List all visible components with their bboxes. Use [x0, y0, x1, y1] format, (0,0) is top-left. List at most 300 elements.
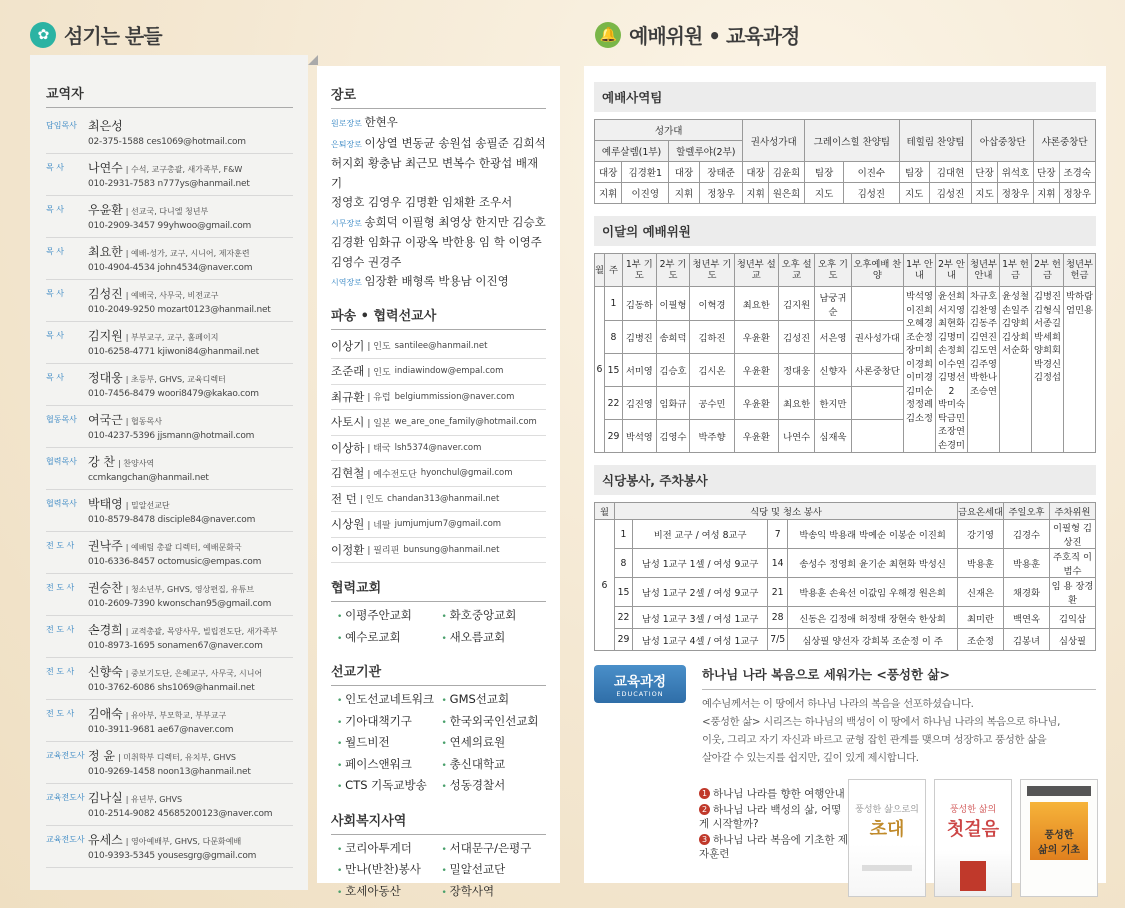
- roles-cell: 단장: [1034, 162, 1059, 183]
- elder-line: [331, 233, 546, 253]
- monthly-name: 박세희: [1034, 331, 1061, 343]
- minister-role: 목 사: [46, 289, 64, 298]
- monthly-name: 박경신: [1034, 358, 1061, 370]
- service-parking: 임 용 장경환: [1050, 578, 1096, 607]
- monthly-name: 손일주: [1002, 304, 1029, 316]
- service-team: 남성 1교구 4셀 / 여성 1교구: [633, 629, 768, 651]
- monthly-cell: 김영수: [656, 420, 690, 453]
- minister-contact: 02-375-1588 ces1069@hotmail.com: [88, 137, 246, 147]
- welfare-item: • 밀알선교단: [442, 860, 547, 882]
- service-row: [595, 607, 1096, 629]
- monthly-header: 오후 기도: [815, 254, 851, 287]
- monthly-table: [594, 253, 1096, 453]
- monthly-cell: 송희덕: [656, 321, 690, 354]
- minister-contact: 010-2609-7390 kwonschan95@gmail.com: [88, 599, 272, 609]
- monthly-name: 김명선2: [938, 372, 965, 397]
- monthly-name: 김형식: [1034, 304, 1061, 316]
- welfare-list: [331, 839, 546, 904]
- ministers-list: [46, 112, 293, 868]
- elder-line: [331, 253, 546, 273]
- minister-name: 권낙주 | 예배팀 총괄 디렉터, 예배문화국: [88, 539, 242, 553]
- monthly-name: 김병진: [1034, 291, 1061, 302]
- minister-role: 전 도 사: [46, 541, 75, 550]
- minister-name: 최은성: [88, 119, 123, 133]
- agency-item: • GMS선교회: [442, 690, 547, 712]
- minister-item: [46, 154, 293, 196]
- minister-name: 권승찬 | 청소년부, GHVS, 영상편집, 유튜브: [88, 581, 255, 595]
- elder-role: 은퇴장로: [331, 139, 365, 149]
- elder-line: [331, 134, 546, 155]
- monthly-cell: [851, 287, 903, 321]
- missionary-item: [331, 487, 546, 513]
- worship-roles-table: [594, 119, 1096, 204]
- missionary-country: | 태국: [367, 444, 391, 455]
- course-step: 3 하나님 나라 복음에 기초한 제자훈련: [699, 834, 849, 860]
- minister-name: 손경희 | 교적총괄, 목양사무, 빌립전도단, 새가족부: [88, 623, 278, 637]
- minister-duty: | 찬양사역: [118, 459, 155, 468]
- roles-cell: 이진영: [622, 183, 669, 204]
- churches-list: [331, 606, 546, 649]
- course-step: 1 하나님 나라를 향한 여행안내: [699, 787, 849, 801]
- week-cell: 22: [604, 387, 622, 420]
- roles-cell: 지휘: [669, 183, 700, 204]
- welfare-item: • 장학사역: [442, 882, 547, 904]
- monthly-cell: 사론중창단: [851, 354, 903, 387]
- minister-item: [46, 616, 293, 658]
- minister-role: 협동목사: [46, 415, 77, 424]
- minister-role: 담임목사: [46, 121, 77, 130]
- monthly-name: 조장연: [938, 426, 965, 437]
- service-parking: 주호직 이범수: [1050, 549, 1096, 578]
- service-friday: 조순정: [958, 629, 1004, 651]
- choir-sub-header: 예루살렘(1부): [595, 141, 669, 162]
- service-team: 송성수 정영희 윤기순 최현화 박성신: [788, 549, 958, 578]
- missionary-name: 시상원: [331, 517, 365, 532]
- education-description: 예수님께서는 이 땅에서 하나님 나라의 복음을 선포하셨습니다. <풍성한 삶> 시리즈는 하나님의 백성이 이 땅에서 하나님 나라의 복음으로 하나님, 이웃, 그리고 자기 자신과 바르고 균형 잡힌 관계를 맺으며 성장하고 풍성한 삶을 살아갈 수 있는지를 쉽지만, 깊이 있게 제시합니다.: [702, 698, 1061, 764]
- service-date: 1: [615, 520, 633, 549]
- minister-item: [46, 700, 293, 742]
- service-team: 남성 1교구 3셀 / 여성 1교구: [633, 607, 768, 629]
- roles-cell: 지도: [972, 183, 997, 204]
- minister-item: [46, 112, 293, 154]
- month-cell: 6: [595, 287, 605, 453]
- monthly-name: 김찬영: [970, 304, 997, 316]
- minister-name: 김애숙 | 유아부, 부모학교, 부부교구: [88, 707, 227, 721]
- monthly-cell: 우윤환: [734, 354, 778, 387]
- minister-role: 협력목사: [46, 457, 77, 466]
- minister-item: [46, 280, 293, 322]
- service-friday: 강기영: [958, 520, 1004, 549]
- missionary-email: bunsung@hanmail.net: [403, 544, 500, 555]
- service-header: 식당 및 청소 봉사: [615, 503, 958, 520]
- minister-duty: | 예배-성가, 교구, 시니어, 제자훈련: [125, 249, 250, 258]
- monthly-name: 김주영: [970, 358, 997, 370]
- minister-role: 전 도 사: [46, 583, 75, 592]
- monthly-cell: 이혁경: [690, 287, 734, 321]
- minister-role: 전 도 사: [46, 709, 75, 718]
- monthly-name: 김상희: [1002, 331, 1029, 343]
- minister-item: [46, 238, 293, 280]
- minister-duty: | 청소년부, GHVS, 영상편집, 유튜브: [125, 585, 255, 594]
- elder-line: [331, 154, 546, 193]
- monthly-cell: 나연수: [778, 420, 814, 453]
- elder-names: 김경환 임화규 이광옥 박한용 임 학 이영주: [331, 235, 542, 249]
- minister-duty: | 유년부, GHVS: [125, 795, 183, 804]
- minister-role: 목 사: [46, 373, 64, 382]
- missionary-name: 이상하: [331, 440, 365, 455]
- roles-cell: 팀장: [805, 162, 844, 183]
- monthly-name: 김연진: [970, 331, 997, 343]
- service-date: 7: [768, 520, 788, 549]
- service-friday: 최미란: [958, 607, 1004, 629]
- service-date: 22: [615, 607, 633, 629]
- minister-contact: 010-8579-8478 disciple84@naver.com: [88, 515, 256, 525]
- minister-role: 전 도 사: [46, 625, 75, 634]
- missionaries-heading: 파송 • 협력선교사: [331, 305, 546, 330]
- agency-item: • 한국외국인선교회: [442, 712, 547, 734]
- service-date: 14: [768, 549, 788, 578]
- monthly-cell: 한지만: [815, 387, 851, 420]
- roles-cell: 지휘: [743, 183, 768, 204]
- welfare-item: • 만나(반찬)봉사: [337, 860, 442, 882]
- minister-contact: ccmkangchan@hanmail.net: [88, 473, 209, 483]
- monthly-header: 청년부 설교: [734, 254, 778, 287]
- service-date: 29: [615, 629, 633, 651]
- monthly-name: 김소정: [906, 412, 933, 424]
- monthly-cell: 김동하: [622, 287, 656, 321]
- monthly-header: 1부 기도: [622, 254, 656, 287]
- education-badge: 교육과정 EDUCATION: [594, 665, 686, 703]
- service-team: 비전 교구 / 여성 8교구: [633, 520, 768, 549]
- minister-name: 강 찬 | 찬양사역: [88, 455, 155, 469]
- monthly-cell: 김진영: [622, 387, 656, 420]
- monthly-name: 김도연: [970, 345, 997, 356]
- missionary-country: | 일본: [367, 418, 391, 429]
- minister-name: 유세스 | 영아예배부, GHVS, 다문화예배: [88, 833, 242, 847]
- elders-list: [331, 113, 546, 293]
- elder-names: 한현우: [364, 115, 398, 129]
- missionaries-list: [331, 334, 546, 564]
- week-cell: 15: [604, 354, 622, 387]
- monthly-name: 손경미: [938, 439, 965, 451]
- worship-panel: [584, 66, 1106, 883]
- agencies-list: [331, 690, 546, 798]
- monthly-cell: 우윤환: [734, 420, 778, 453]
- minister-contact: 010-6258-4771 kjiwoni84@hanmail.net: [88, 347, 259, 357]
- monthly-cell: 김병진: [622, 321, 656, 354]
- offer2-list: [1032, 287, 1064, 453]
- agency-item: • 인도선교네트워크: [337, 690, 442, 712]
- elder-role: 원로장로: [331, 119, 365, 128]
- minister-duty: | 영아예배부, GHVS, 다문화예배: [125, 837, 242, 846]
- missionary-email: santilee@hanmail.net: [394, 340, 488, 351]
- missionary-item: [331, 512, 546, 538]
- monthly-header: 주: [604, 254, 622, 287]
- roles-cell: 위석호: [997, 162, 1033, 183]
- service-row: [595, 520, 1096, 549]
- missionary-country: | 예수전도단: [367, 469, 417, 480]
- monthly-name: 김명미: [938, 331, 965, 343]
- monthly-cell: 김성진: [778, 321, 814, 354]
- service-header: 금요온세대: [958, 503, 1004, 520]
- elder-role: 시무장로: [331, 218, 365, 228]
- minister-contact: 010-2931-7583 n777ys@hanmail.net: [88, 179, 250, 189]
- monthly-name: 박미숙: [938, 399, 965, 410]
- minister-duty: | 중보기도단, 은혜교구, 사무국, 시니어: [125, 669, 263, 678]
- agency-item: • 월드비전: [337, 733, 442, 755]
- church-item: • 화호중앙교회: [442, 606, 547, 628]
- minister-role: 목 사: [46, 205, 64, 214]
- usher2-list: [936, 287, 968, 453]
- roles-cell: 이진수: [844, 162, 900, 183]
- monthly-cell: 김하진: [690, 321, 734, 354]
- roles-cell: 팀장: [899, 162, 929, 183]
- minister-role: 목 사: [46, 331, 64, 340]
- service-date: 8: [615, 549, 633, 578]
- monthly-cell: 김지원: [778, 287, 814, 321]
- minister-item: [46, 322, 293, 364]
- service-heading: 식당봉사, 주차봉사: [594, 465, 1096, 495]
- roles-cell: 지휘: [1034, 183, 1059, 204]
- monthly-name: 조순정: [906, 331, 933, 343]
- minister-role: 협력목사: [46, 499, 77, 508]
- minister-role: 교육전도사: [46, 751, 85, 760]
- monthly-name: 이미경: [906, 372, 933, 383]
- agency-item: • 페이스앤워크: [337, 755, 442, 777]
- missionary-item: [331, 436, 546, 462]
- minister-item: [46, 574, 293, 616]
- minister-item: [46, 742, 293, 784]
- service-team: 남성 1교구 2셀 / 여성 9교구: [633, 578, 768, 607]
- roles-cell: 정창우: [699, 183, 743, 204]
- monthly-cell: 박주향: [690, 420, 734, 453]
- service-team: 박용훈 손육선 이값임 우해경 원은희: [788, 578, 958, 607]
- elders-heading: 장로: [331, 84, 546, 109]
- missionary-item: [331, 410, 546, 436]
- service-team: 신동은 김정애 허정태 장현숙 한상희: [788, 607, 958, 629]
- minister-name: 여국근 | 협동목사: [88, 413, 162, 427]
- roles-cell: 대장: [743, 162, 768, 183]
- service-row: [595, 549, 1096, 578]
- monthly-cell: 최요한: [778, 387, 814, 420]
- minister-name: 나연수 | 수석, 교구총괄, 새가족부, F&W: [88, 161, 243, 175]
- minister-name: 김지원 | 부부교구, 교구, 홈페이지: [88, 329, 219, 343]
- service-friday: 박용훈: [958, 549, 1004, 578]
- monthly-name: 서순화: [1002, 345, 1029, 356]
- elder-names: 송희덕 이필형 최영상 한지만 김승호: [364, 214, 546, 229]
- monthly-header: 청년부 안내: [968, 254, 1000, 287]
- team-header: 그레이스힐 찬양팀: [805, 120, 900, 162]
- monthly-name: 손정희: [938, 345, 965, 356]
- roles-cell: 정창우: [1059, 183, 1095, 204]
- church-item: • 새오름교회: [442, 628, 547, 650]
- monthly-name: 박한나: [970, 372, 997, 383]
- roles-cell: 김대현: [929, 162, 972, 183]
- minister-name: 김나실 | 유년부, GHVS: [88, 791, 183, 805]
- monthly-cell: 김승호: [656, 354, 690, 387]
- elder-line: [331, 272, 546, 293]
- monthly-cell: 최요한: [734, 287, 778, 321]
- monthly-header: 2부 기도: [656, 254, 690, 287]
- monthly-name: 김동주: [970, 318, 997, 329]
- monthly-name: 최현화: [938, 318, 965, 329]
- agency-item: • 기아대책기구: [337, 712, 442, 734]
- roles-cell: 원은희: [768, 183, 804, 204]
- choir-group-header: 성가대: [595, 120, 743, 141]
- service-parking: 김익삼: [1050, 607, 1096, 629]
- monthly-name: 양희회: [1034, 345, 1061, 356]
- minister-duty: | 초등부, GHVS, 교육디렉터: [125, 375, 226, 384]
- monthly-name: 이수연: [938, 358, 965, 370]
- minister-name: 김성진 | 예배국, 사무국, 비전교구: [88, 287, 219, 301]
- monthly-name: 탁금민: [938, 412, 965, 424]
- minister-item: [46, 364, 293, 406]
- minister-item: [46, 826, 293, 868]
- welfare-item: • 호세아동산: [337, 882, 442, 904]
- service-row: [595, 629, 1096, 651]
- minister-contact: 010-3911-9681 ae67@naver.com: [88, 725, 234, 735]
- monthly-header: 1부 헌금: [1000, 254, 1032, 287]
- monthly-cell: 남궁귀순: [815, 287, 851, 321]
- missionary-email: we_are_one_family@hotmail.com: [394, 417, 537, 428]
- monthly-cell: 임화규: [656, 387, 690, 420]
- minister-contact: 010-4237-5396 jjsmann@hotmail.com: [88, 431, 255, 441]
- missionary-item: [331, 461, 546, 487]
- agency-item: • CTS 기독교방송: [337, 776, 442, 798]
- monthly-cell: 우윤환: [734, 387, 778, 420]
- roles-cell: 조경숙: [1059, 162, 1095, 183]
- elder-names: 임장환 배형록 박용남 이진영: [364, 274, 509, 288]
- agency-item: • 총신대학교: [442, 755, 547, 777]
- minister-contact: 010-3762-6086 shs1069@hanmail.net: [88, 683, 255, 693]
- service-header: 월: [595, 503, 615, 520]
- service-sunday: 채경화: [1004, 578, 1050, 607]
- minister-contact: 010-6336-8457 octomusic@empas.com: [88, 557, 262, 567]
- book-cover: 풍성한 삶으로의 초대: [848, 779, 926, 897]
- missionary-name: 사토시: [331, 415, 365, 430]
- elder-names: 정영호 김영우 김명환 임채환 조우서: [331, 195, 513, 209]
- monthly-name: 윤선희: [938, 291, 965, 302]
- monthly-header: 2부 헌금: [1032, 254, 1064, 287]
- agency-item: • 성동경찰서: [442, 776, 547, 798]
- service-row: [595, 578, 1096, 607]
- hands-icon: ✿: [30, 22, 56, 48]
- monthly-cell: [851, 420, 903, 453]
- choir-sub-header: 할렐루야(2부): [669, 141, 743, 162]
- service-date: 7/5: [768, 629, 788, 651]
- service-team: 남성 1교구 1셀 / 여성 9교구: [633, 549, 768, 578]
- minister-contact: 010-9393-5345 yousesgrg@gmail.com: [88, 851, 257, 861]
- minister-item: [46, 532, 293, 574]
- usher-youth-list: [968, 287, 1000, 453]
- roles-cell: 지도: [899, 183, 929, 204]
- offer-youth-list: [1064, 287, 1096, 453]
- service-sunday: 김봉녀: [1004, 629, 1050, 651]
- week-cell: 1: [604, 287, 622, 321]
- monthly-header: 청년부 기도: [690, 254, 734, 287]
- minister-item: [46, 196, 293, 238]
- monthly-name: 조승연: [970, 385, 997, 397]
- monthly-cell: 권사성가대: [851, 321, 903, 354]
- book-cover: 풍성한 삶의 기초: [1020, 779, 1098, 897]
- missionary-name: 전 던: [331, 491, 357, 506]
- minister-name: 최요한 | 예배-성가, 교구, 시니어, 제자훈련: [88, 245, 250, 259]
- missionary-name: 김현철: [331, 466, 365, 481]
- minister-name: 신향숙 | 중보기도단, 은혜교구, 사무국, 시니어: [88, 665, 263, 679]
- missionary-item: [331, 334, 546, 360]
- worship-roles-heading: 예배사역팀: [594, 82, 1096, 112]
- monthly-cell: 우윤환: [734, 321, 778, 354]
- service-sunday: 백연옥: [1004, 607, 1050, 629]
- monthly-name: 오혜경: [906, 318, 933, 329]
- elder-line: [331, 213, 546, 234]
- missionary-country: | 인도: [367, 367, 391, 378]
- roles-cell: 대장: [595, 162, 622, 183]
- monthly-heading: 이달의 예배위원: [594, 216, 1096, 246]
- week-cell: 29: [604, 420, 622, 453]
- minister-duty: | 선교국, 다니엘 청년부: [125, 207, 209, 216]
- monthly-name: 엄민용: [1066, 304, 1093, 316]
- elder-line: [331, 193, 546, 213]
- roles-cell: 김경환1: [622, 162, 669, 183]
- section-title-left: ✿ 섬기는 분들: [30, 20, 162, 49]
- missionary-item: [331, 538, 546, 564]
- missionary-email: chandan313@hanmail.net: [387, 493, 500, 504]
- missionary-country: | 인도: [367, 342, 391, 353]
- minister-contact: 010-2909-3457 99yhwoo@gmail.com: [88, 221, 252, 231]
- minister-name: 정대웅 | 초등부, GHVS, 교육디렉터: [88, 371, 226, 385]
- missionary-email: lsh5374@naver.com: [394, 442, 482, 453]
- education-courses: [594, 779, 1096, 904]
- missionary-name: 최규환: [331, 389, 365, 404]
- monthly-name: 김미순: [906, 385, 933, 397]
- monthly-cell: 정대웅: [778, 354, 814, 387]
- minister-role: 교육전도사: [46, 793, 85, 802]
- monthly-name: 이경희: [906, 358, 933, 370]
- monthly-name: 이진희: [906, 304, 933, 316]
- monthly-cell: 심재욱: [815, 420, 851, 453]
- missionary-email: jumjumjum7@gmail.com: [394, 519, 502, 530]
- minister-role: 목 사: [46, 247, 64, 256]
- roles-cell: 김성진: [844, 183, 900, 204]
- minister-contact: 010-2049-9250 mozart0123@hanmail.net: [88, 305, 271, 315]
- missionary-name: 이상기: [331, 338, 365, 353]
- monthly-cell: 박석영: [622, 420, 656, 453]
- minister-item: [46, 784, 293, 826]
- monthly-name: 김정섭: [1034, 372, 1061, 383]
- month-cell: 6: [595, 520, 615, 651]
- minister-duty: | 밀알선교단: [125, 501, 170, 510]
- churches-heading: 협력교회: [331, 577, 546, 602]
- church-item: • 예수로교회: [337, 628, 442, 650]
- elder-names: 김영수 권경주: [331, 254, 402, 269]
- monthly-row: [595, 287, 1096, 321]
- missionary-name: 이정환: [331, 542, 365, 557]
- missionary-email: hyonchul@gmail.com: [420, 468, 513, 479]
- offer1-list: [1000, 287, 1032, 453]
- team-header: 권사성가대: [743, 120, 805, 162]
- minister-duty: | 예배팀 총괄 디렉터, 예배문화국: [125, 543, 242, 552]
- minister-item: [46, 490, 293, 532]
- minister-contact: 010-9269-1458 noon13@hanmail.net: [88, 767, 251, 777]
- service-parking: 이필형 김상진: [1050, 520, 1096, 549]
- monthly-cell: 서은영: [815, 321, 851, 354]
- roles-row: [595, 183, 1096, 204]
- minister-duty: | 수석, 교구총괄, 새가족부, F&W: [125, 165, 243, 174]
- monthly-name: 서지영: [938, 304, 965, 316]
- monthly-header: 오후예배 찬양: [851, 254, 903, 287]
- minister-name: 박태영 | 밀알선교단: [88, 497, 170, 511]
